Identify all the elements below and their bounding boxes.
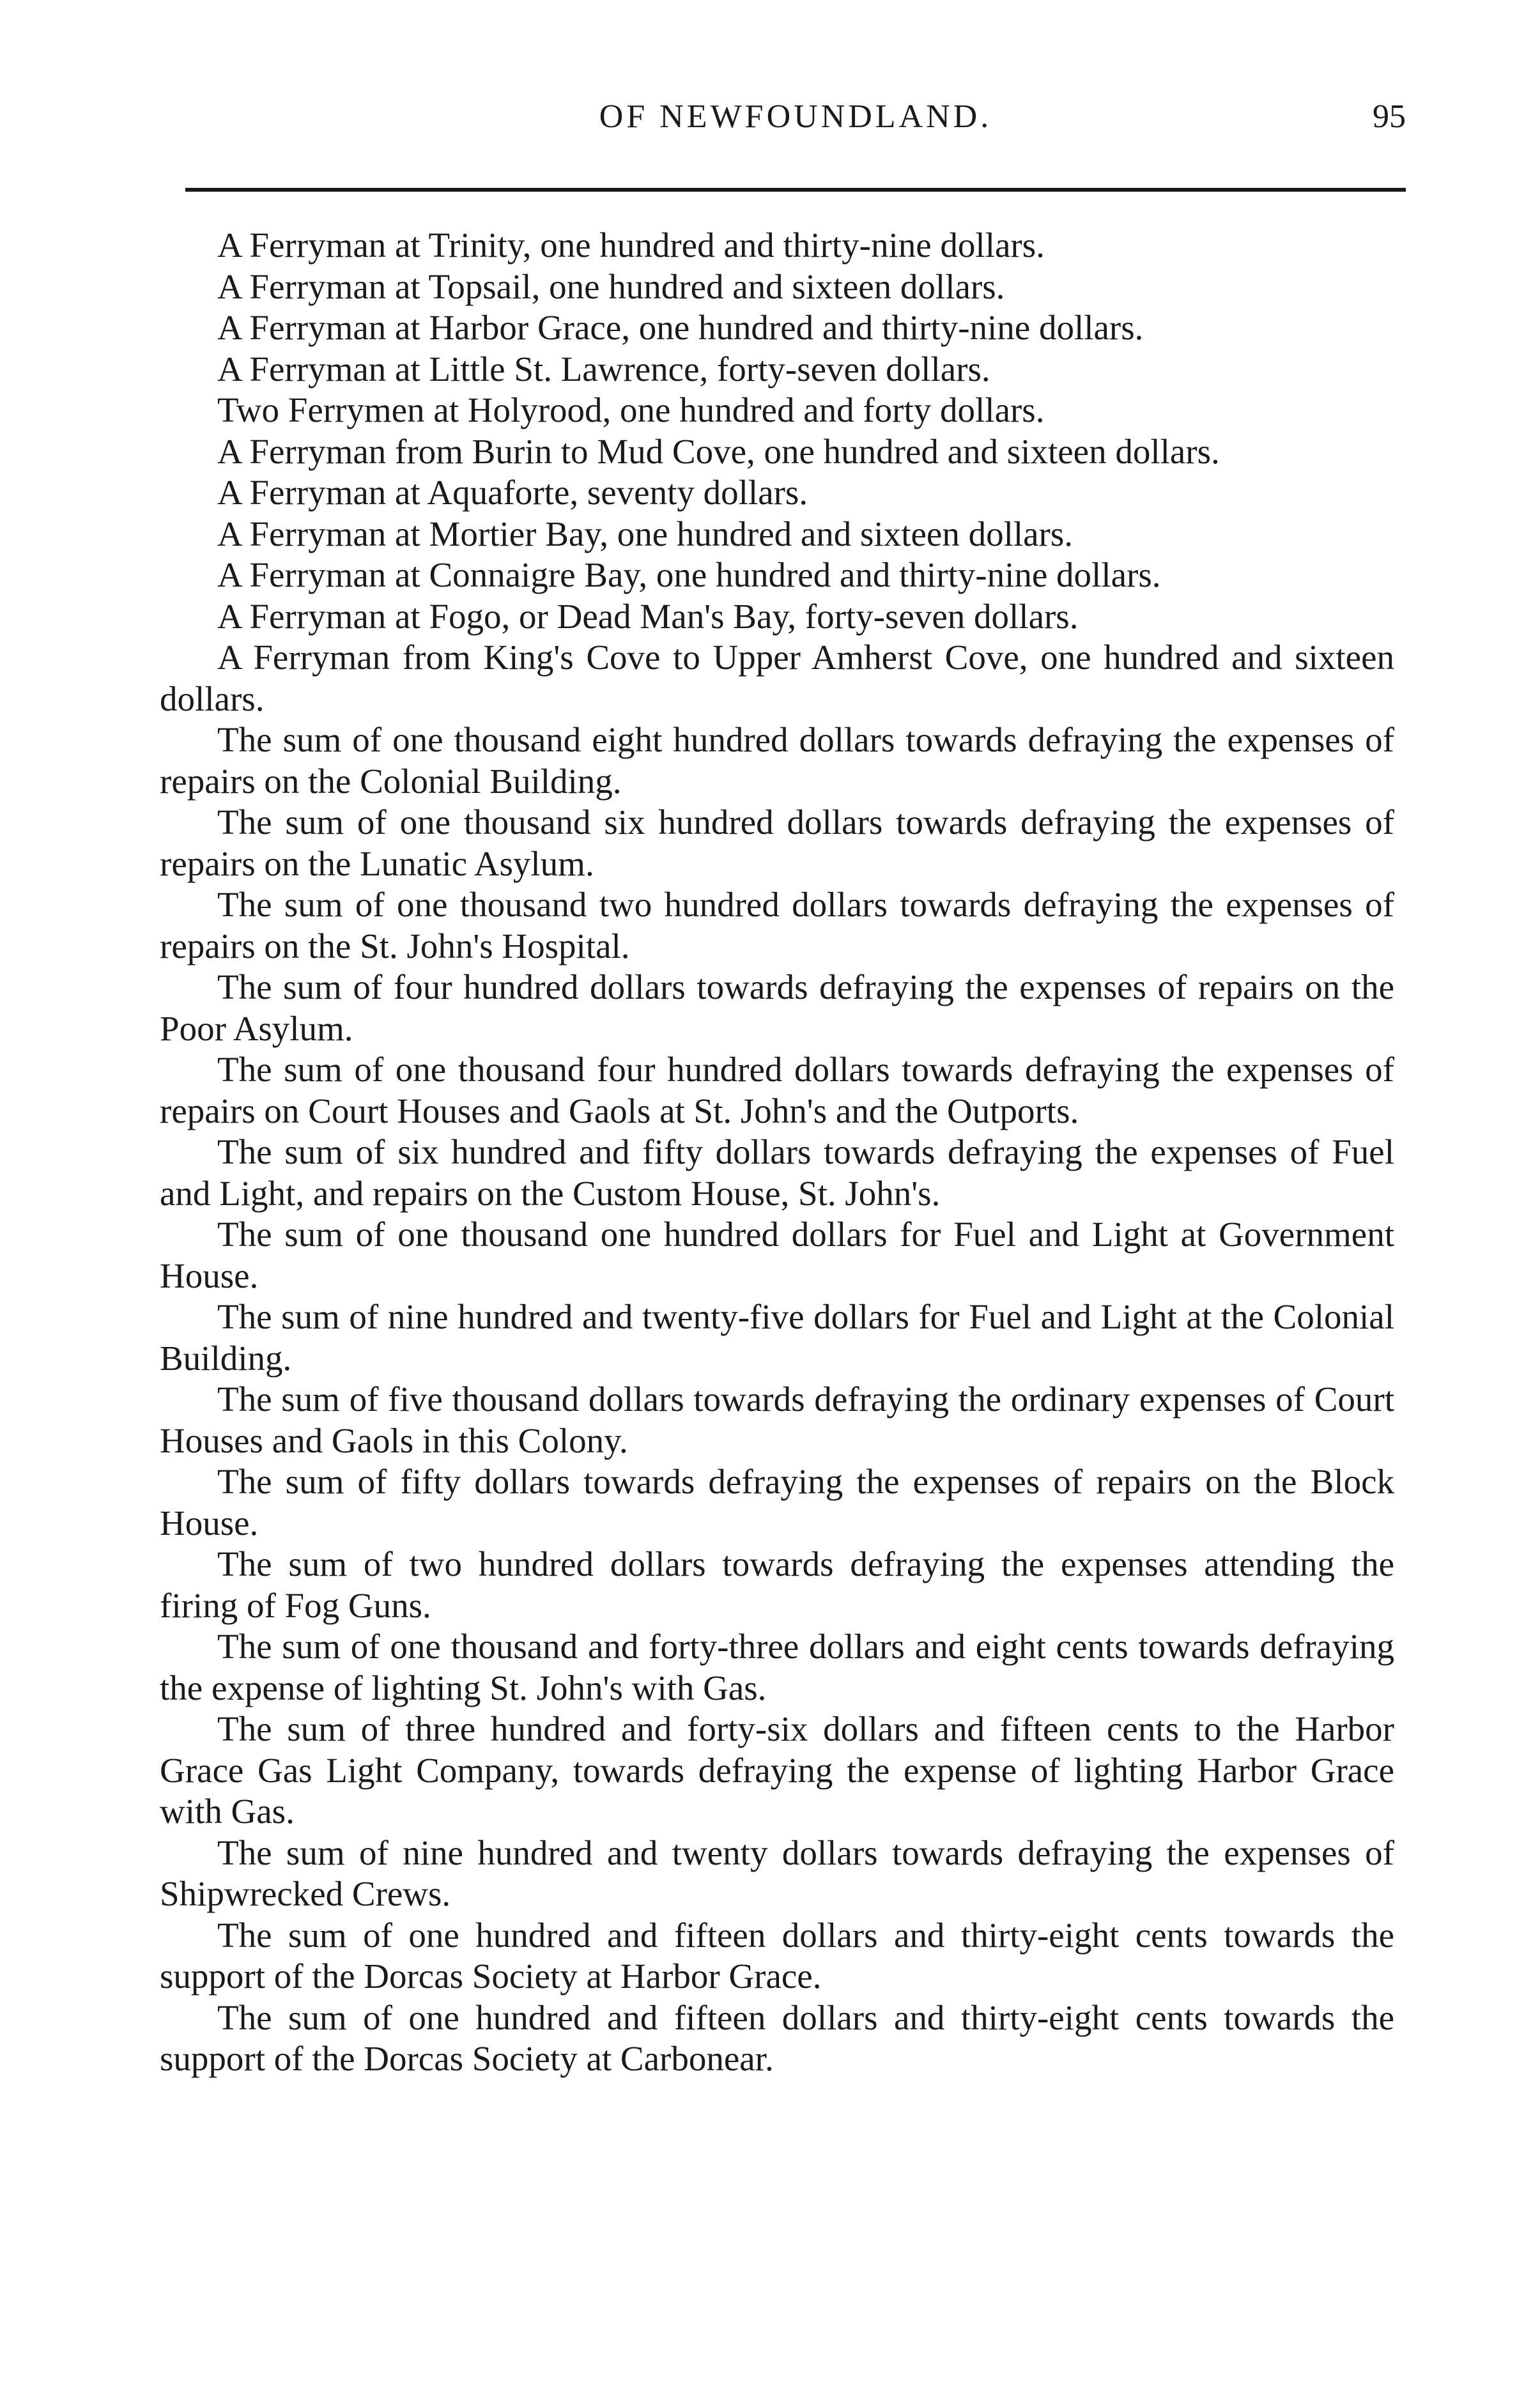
entry-custom-house: The sum of six hundred and fifty dollars towards defraying the expenses of Fuel and Light, and repairs on the Custom House, St. John's. [160,1132,1394,1213]
entry-harbor-grace-gas: The sum of three hundred and forty-six dollars and fifteen cents to the Harbor Grace Gas Light Company, towards defraying the expense of lighting Harbor Grace with Gas. [160,1709,1394,1831]
entry-ferryman-burin: A Ferryman from Burin to Mud Cove, one hundred and sixteen dollars. [217,431,1220,471]
header-rule [185,188,1406,192]
entry-ferryman-mortier-bay: A Ferryman at Mortier Bay, one hundred and sixteen dollars. [217,514,1074,553]
entry-ferryman-kings-cove: A Ferryman from King's Cove to Upper Amherst Cove, one hundred and sixteen dollars. [160,638,1394,718]
entry-ferrymen-holyrood: Two Ferrymen at Holyrood, one hundred and forty dollars. [217,390,1045,429]
entry-hospital-repairs: The sum of one thousand two hundred dollars towards defraying the expenses of repairs on the St. John's Hospital. [160,885,1394,966]
entry-lunatic-asylum-repairs: The sum of one thousand six hundred dollars towards defraying the expenses of repairs on the Lunatic Asylum. [160,803,1394,883]
entry-shipwrecked-crews: The sum of nine hundred and twenty dollars towards defraying the expenses of Shipwrecked Crews. [160,1833,1394,1913]
entry-st-johns-gas: The sum of one thousand and forty-three dollars and eight cents towards defraying the expense of lighting St. John's with Gas. [160,1627,1394,1707]
entry-court-houses-ordinary: The sum of five thousand dollars towards defraying the ordinary expenses of Court Houses and Gaols in this Colony. [160,1380,1394,1460]
entry-ferryman-little-st-lawrence: A Ferryman at Little St. Lawrence, forty-seven dollars. [217,349,990,389]
entry-ferryman-fogo: A Ferryman at Fogo, or Dead Man's Bay, forty-seven dollars. [217,596,1079,636]
entry-dorcas-carbonear: The sum of one hundred and fifteen dollars and thirty-eight cents towards the support of the Dorcas Society at Carbonear. [160,1997,1394,2078]
entry-fog-guns: The sum of two hundred dollars towards defraying the expenses attending the firing of Fog Guns. [160,1544,1394,1625]
entry-court-houses-repairs: The sum of one thousand four hundred dollars towards defraying the expenses of repairs on Court Houses and Gaols at St. John's and the Outports. [160,1050,1394,1130]
page-number: 95 [1373,98,1406,135]
running-title: OF NEWFOUNDLAND. [599,98,992,135]
entry-government-house: The sum of one thousand one hundred dollars for Fuel and Light at Government House. [160,1215,1394,1295]
entry-dorcas-harbor-grace: The sum of one hundred and fifteen dollars and thirty-eight cents towards the support of the Dorcas Society at Harbor Grace. [160,1915,1394,1996]
entry-colonial-building-repairs: The sum of one thousand eight hundred dollars towards defraying the expenses of repairs on the Colonial Building. [160,720,1394,801]
entry-block-house: The sum of fifty dollars towards defraying the expenses of repairs on the Block House. [160,1462,1394,1543]
entry-ferryman-connaigre-bay: A Ferryman at Connaigre Bay, one hundred and thirty-nine dollars. [217,555,1161,594]
running-head [185,95,1406,139]
appropriations-list [160,225,1394,2080]
entry-ferryman-trinity: A Ferryman at Trinity, one hundred and thirty-nine dollars. [217,226,1045,265]
entry-ferryman-harbor-grace: A Ferryman at Harbor Grace, one hundred and thirty-nine dollars. [217,308,1144,347]
entry-colonial-building-fuel: The sum of nine hundred and twenty-five dollars for Fuel and Light at the Colonial Building. [160,1297,1394,1378]
entry-ferryman-topsail: A Ferryman at Topsail, one hundred and sixteen dollars. [217,266,1005,306]
entry-ferryman-aquaforte: A Ferryman at Aquaforte, seventy dollars. [217,473,808,512]
entry-poor-asylum-repairs: The sum of four hundred dollars towards defraying the expenses of repairs on the Poor Asylum. [160,967,1394,1048]
